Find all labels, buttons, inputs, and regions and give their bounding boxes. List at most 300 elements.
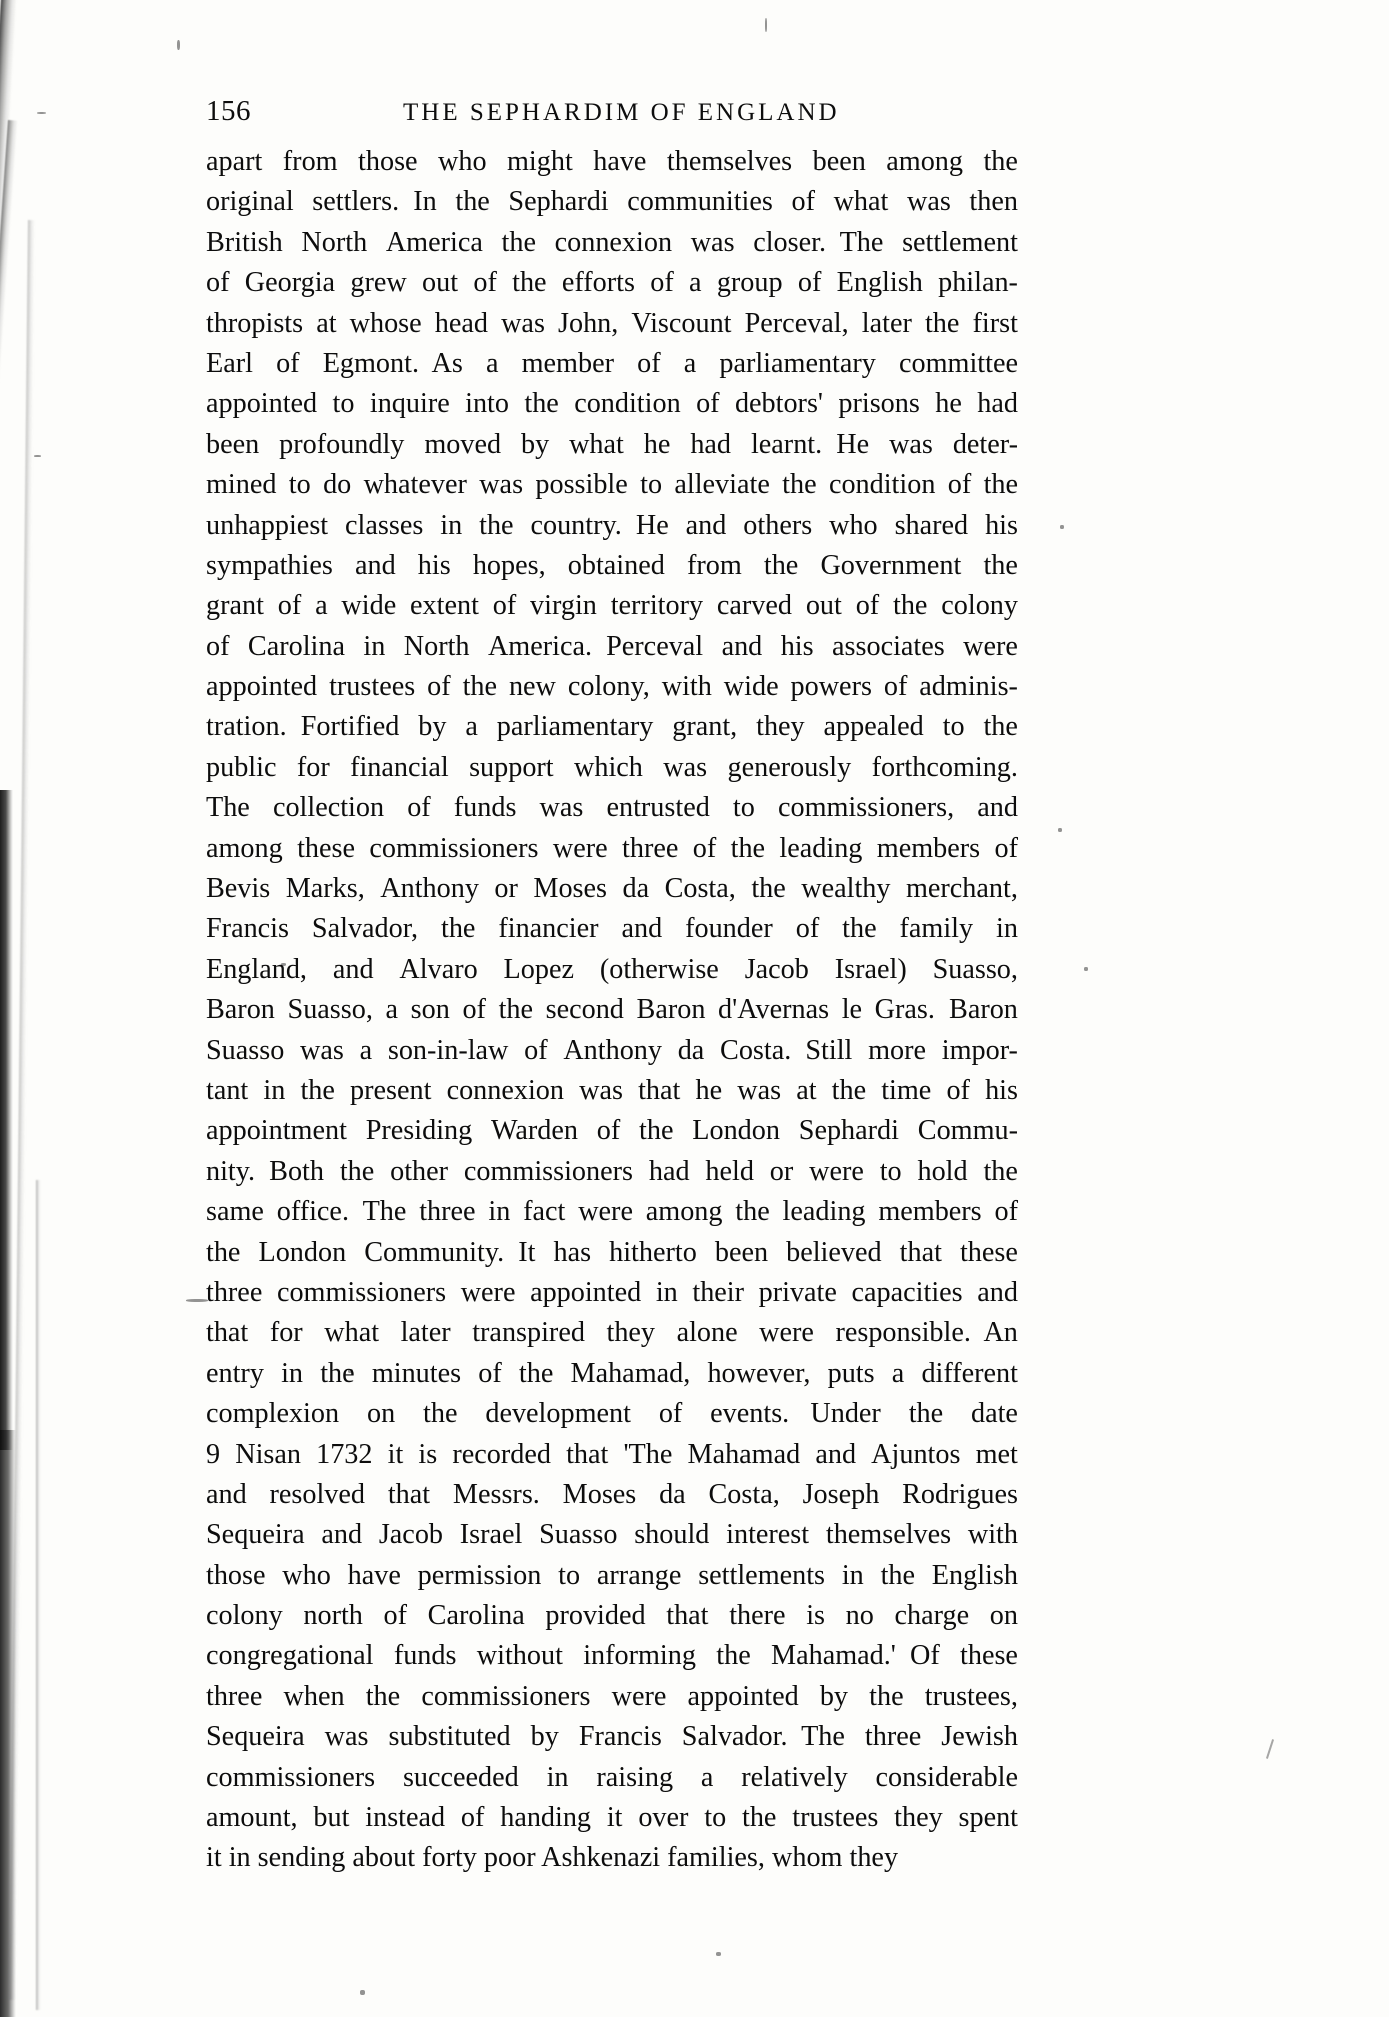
text-line	[206, 142, 1018, 182]
text-run: by	[819, 1680, 849, 1712]
text-run: among	[645, 1196, 723, 1228]
text-line	[206, 465, 1018, 505]
text-line	[206, 748, 1018, 788]
text-run: their	[692, 1276, 745, 1308]
text-run: raising	[596, 1761, 674, 1793]
text-run: Moses	[533, 873, 607, 905]
text-run: what	[569, 428, 624, 460]
text-run: powers	[790, 671, 872, 703]
text-run: Joseph	[802, 1478, 880, 1510]
text-run: themselves	[666, 146, 793, 177]
text-run: a	[315, 590, 328, 622]
scan-speck	[186, 1299, 208, 1302]
text-run: congregational	[206, 1640, 374, 1672]
text-run: north	[303, 1600, 363, 1632]
text-line	[206, 1111, 1018, 1151]
text-run: the	[763, 549, 799, 581]
text-run: da	[677, 1034, 705, 1066]
text-run: England,	[206, 953, 307, 985]
text-run: appointed	[206, 388, 318, 420]
text-run: impor-	[941, 1034, 1018, 1066]
text-run: transpired	[472, 1317, 585, 1349]
scan-speck	[37, 112, 46, 114]
text-run: over	[638, 1802, 689, 1834]
text-line	[206, 1435, 1018, 1475]
text-run: date	[971, 1398, 1018, 1430]
scan-corner-mark	[1266, 1739, 1274, 1759]
text-run: a	[385, 994, 399, 1026]
text-run: was	[690, 226, 735, 258]
text-run: Israel	[459, 1519, 523, 1551]
text-run: however,	[707, 1357, 811, 1389]
text-run: these	[297, 832, 356, 864]
text-run: to	[558, 1559, 581, 1591]
text-run: private	[758, 1276, 837, 1308]
text-run: been	[206, 428, 260, 460]
text-run: English	[931, 1559, 1018, 1591]
text-run: by	[530, 1721, 559, 1753]
text-run: was	[479, 469, 524, 501]
text-run: he	[643, 428, 671, 460]
text-run: support	[469, 751, 554, 783]
text-run: Suasso,	[287, 994, 373, 1026]
text-run: by	[418, 711, 447, 743]
text-run: of	[596, 1115, 621, 1147]
text-run: Anthony	[563, 1034, 662, 1066]
text-run: the	[639, 1115, 674, 1147]
text-run: into	[465, 388, 509, 420]
text-run: commissioners	[369, 832, 539, 864]
text-run: same	[206, 1196, 264, 1228]
text-run: the	[423, 1398, 458, 1430]
body-paragraph	[206, 142, 1018, 1879]
text-run: of	[473, 267, 497, 299]
text-run: and	[206, 1478, 247, 1510]
text-run: his	[417, 549, 451, 581]
text-run: of	[277, 590, 302, 622]
text-run: and	[321, 1519, 363, 1551]
text-run: of	[383, 1600, 408, 1632]
text-line	[206, 1798, 1018, 1838]
text-run: extent	[410, 590, 479, 622]
text-run: the	[782, 469, 817, 501]
text-run: settlement	[902, 226, 1018, 258]
text-run: committee	[899, 347, 1018, 379]
text-run: financial	[350, 751, 449, 783]
scan-speck	[34, 455, 41, 457]
text-run: at	[796, 1074, 817, 1106]
text-run: three	[206, 1276, 263, 1308]
text-run: America	[385, 226, 483, 258]
text-run: Suasso	[539, 1519, 618, 1551]
text-run: Government	[820, 549, 962, 581]
text-run: funds	[393, 1640, 457, 1672]
text-run: The	[206, 792, 250, 824]
text-run: second	[545, 994, 624, 1026]
text-run: alleviate	[674, 469, 770, 501]
text-run: the	[462, 671, 497, 703]
text-run: other	[390, 1155, 449, 1187]
text-run: in	[440, 509, 463, 541]
text-run: time	[881, 1074, 932, 1106]
text-run: son-in-law	[387, 1034, 509, 1066]
text-run: of	[478, 1357, 502, 1389]
text-run: that	[666, 1600, 709, 1632]
text-run: were	[611, 1680, 667, 1712]
text-run: events. Under	[710, 1398, 881, 1430]
text-run: had	[690, 428, 732, 460]
text-run: fact	[523, 1196, 566, 1228]
text-run: appointed	[687, 1680, 799, 1712]
text-line	[206, 990, 1018, 1030]
text-run: a	[891, 1357, 905, 1389]
text-run: Anthony	[380, 873, 479, 905]
scan-gutter-artifacts	[0, 0, 200, 2017]
text-run: commissioners,	[777, 792, 955, 824]
text-run: the	[524, 388, 559, 420]
text-run: out	[805, 590, 842, 622]
text-run: 1732	[316, 1438, 373, 1470]
text-run: but	[313, 1802, 350, 1834]
text-run: they	[894, 1802, 943, 1834]
text-run: a	[689, 267, 702, 299]
text-run: no	[845, 1600, 874, 1632]
text-run: been	[812, 146, 866, 177]
text-run: son	[410, 994, 450, 1026]
text-run: le	[841, 994, 863, 1026]
text-run: financier	[498, 913, 599, 945]
text-line	[206, 223, 1018, 263]
text-line	[206, 869, 1018, 909]
text-run: learnt. He	[750, 428, 870, 460]
text-run: were	[809, 1155, 864, 1187]
text-line	[206, 1636, 1018, 1676]
text-run: Egmont. As	[322, 347, 463, 379]
text-run: leading	[779, 832, 863, 864]
text-run: in	[996, 913, 1018, 945]
text-run: his	[780, 630, 814, 662]
text-run: of	[883, 671, 908, 703]
text-run: or	[494, 873, 518, 905]
text-run: more	[868, 1034, 927, 1066]
text-run: funds	[453, 792, 517, 824]
text-run: Israel)	[834, 953, 907, 985]
text-run: closer. The	[753, 226, 884, 258]
text-run: carved	[716, 590, 792, 622]
text-run: the	[455, 186, 490, 218]
text-run: North	[403, 630, 470, 662]
scan-speck	[765, 18, 767, 32]
text-run: connexion	[446, 1074, 564, 1106]
text-run: mined	[206, 469, 277, 501]
text-run: Lopez	[503, 953, 574, 985]
text-run: arrange	[596, 1559, 682, 1591]
scan-speck	[177, 40, 180, 50]
text-run: new	[508, 671, 556, 703]
text-run: the	[440, 913, 476, 945]
text-run: the	[983, 711, 1018, 743]
text-line	[206, 506, 1018, 546]
text-line	[206, 425, 1018, 465]
text-line	[206, 909, 1018, 949]
text-run: Baron	[636, 994, 706, 1026]
text-run: Jacob	[744, 953, 809, 985]
text-run: to	[704, 1802, 727, 1834]
text-run: from	[282, 146, 338, 177]
text-run: trustees,	[924, 1680, 1018, 1712]
text-run: handing	[500, 1802, 592, 1834]
text-run: Bevis	[206, 873, 271, 905]
text-run: Georgia	[244, 267, 336, 299]
text-run: what	[833, 186, 889, 218]
text-run: and	[977, 792, 1018, 824]
text-line	[206, 1677, 1018, 1717]
text-run: among	[886, 146, 963, 177]
text-run: who	[438, 146, 487, 177]
text-run: adminis-	[919, 671, 1018, 703]
text-run: obtained	[567, 549, 665, 581]
text-run: Sequeira	[206, 1721, 305, 1753]
text-run: had	[977, 388, 1018, 420]
text-run: founder	[685, 913, 773, 945]
text-run: of	[692, 832, 717, 864]
binding-shadow-lower	[0, 1430, 16, 2017]
text-run: Costa,	[708, 1478, 780, 1510]
text-run: were	[963, 630, 1018, 662]
text-line	[206, 1152, 1018, 1192]
text-run: that	[387, 1478, 431, 1510]
text-run: substituted	[388, 1721, 511, 1753]
text-run: was	[663, 751, 708, 783]
text-run: minutes	[371, 1357, 462, 1389]
text-run: Suasso,	[932, 953, 1018, 985]
text-run: of	[994, 1196, 1018, 1228]
text-run: grew	[350, 267, 407, 299]
text-run: with	[661, 671, 712, 703]
text-run: development	[485, 1398, 631, 1430]
text-run: was	[501, 307, 545, 339]
text-run: philan-	[938, 267, 1018, 299]
text-run: commissioners	[463, 1155, 633, 1187]
text-run: which	[574, 751, 643, 783]
text-run: for	[296, 751, 330, 783]
text-run: is	[806, 1600, 825, 1632]
text-run: it	[387, 1438, 404, 1470]
text-run: in	[363, 630, 386, 662]
text-run: in	[263, 1074, 286, 1106]
text-run: been	[714, 1236, 769, 1268]
text-run: Salvador,	[311, 913, 419, 945]
text-run: Community. It	[364, 1236, 536, 1268]
text-run: to	[288, 469, 311, 501]
text-run: trustees	[329, 671, 416, 703]
text-run: of	[206, 630, 230, 662]
text-run: connexion	[554, 226, 673, 258]
text-run: Baron	[206, 994, 275, 1026]
text-run: of	[650, 267, 674, 299]
text-run: there	[729, 1600, 786, 1632]
text-run: John,	[558, 307, 619, 339]
text-run: three	[419, 1196, 476, 1228]
text-run: his	[985, 1074, 1018, 1106]
text-run: later	[400, 1317, 451, 1349]
text-run: was	[906, 186, 951, 218]
text-run: Moses	[562, 1478, 637, 1510]
text-run: commissioners	[206, 1761, 376, 1793]
text-run: of	[946, 1074, 970, 1106]
running-header	[206, 95, 1046, 128]
text-line	[206, 304, 1018, 344]
text-run: has	[553, 1236, 592, 1268]
text-run: considerable	[875, 1761, 1018, 1793]
text-run: the	[365, 1680, 401, 1712]
text-run: public	[206, 751, 277, 783]
text-run: resolved	[269, 1478, 366, 1510]
text-run: forthcoming.	[871, 751, 1018, 783]
scan-speck	[360, 1990, 365, 1995]
text-run: Gras. Baron	[874, 994, 1018, 1026]
text-run: leading	[782, 1196, 866, 1228]
text-run: Alvaro	[399, 953, 478, 985]
text-run: communities	[627, 186, 773, 218]
text-run: colony	[941, 590, 1018, 622]
text-run: the	[498, 994, 533, 1026]
text-run: English	[836, 267, 923, 299]
text-run: were	[552, 832, 608, 864]
text-run: to	[640, 469, 663, 501]
text-run: of	[947, 469, 972, 501]
text-run: on	[366, 1398, 396, 1430]
text-run: and	[721, 630, 763, 662]
text-run: do	[323, 469, 352, 501]
text-run: the	[924, 307, 960, 339]
text-run: in	[841, 1559, 864, 1591]
text-run: parliamentary	[719, 347, 876, 379]
text-run: Costa,	[664, 873, 736, 905]
text-run: that	[566, 1438, 609, 1470]
text-run: country. He	[530, 509, 669, 541]
text-run: believed	[786, 1236, 882, 1268]
binding-shadow-upper	[0, 0, 18, 740]
text-run: generously	[727, 751, 852, 783]
text-run: he	[935, 388, 962, 420]
text-run: entry	[206, 1357, 264, 1389]
text-run: was	[889, 428, 933, 460]
text-run: relatively	[741, 1761, 848, 1793]
text-run: later	[861, 307, 912, 339]
text-run: unhappiest	[206, 509, 329, 541]
text-line	[206, 829, 1018, 869]
text-run: to	[942, 711, 965, 743]
text-run: that	[638, 1074, 681, 1106]
text-line	[206, 1475, 1018, 1515]
text-run: profoundly	[279, 428, 405, 460]
text-run: themselves	[825, 1519, 952, 1551]
text-run: the	[983, 146, 1018, 177]
text-run: and	[977, 1276, 1018, 1308]
text-run: then	[969, 186, 1018, 218]
text-run: Carolina	[427, 1600, 525, 1632]
text-run: the	[983, 549, 1018, 581]
text-run: merchant,	[905, 873, 1018, 905]
page-number: 156	[206, 95, 251, 127]
text-run: first	[972, 307, 1018, 339]
text-run: that	[206, 1317, 249, 1349]
text-run: the	[730, 832, 766, 864]
text-run: moved	[424, 428, 502, 460]
text-run: wide	[341, 590, 397, 622]
text-run: London	[692, 1115, 780, 1147]
text-run: Francis	[578, 1721, 662, 1753]
text-line	[206, 1192, 1018, 1232]
text-run: d'Avernas	[718, 994, 830, 1026]
text-run: apart	[206, 146, 263, 177]
text-run: was	[579, 1074, 623, 1106]
scan-streak-primary	[9, 220, 35, 2000]
text-run: the	[339, 1155, 375, 1187]
text-run: were	[460, 1276, 516, 1308]
text-run: these	[959, 1236, 1018, 1268]
text-run: classes	[345, 509, 424, 541]
text-run: the	[842, 913, 877, 945]
text-run: North	[301, 226, 368, 258]
text-run: virgin	[530, 590, 597, 622]
text-run: of	[407, 792, 431, 824]
text-run: efforts	[561, 267, 635, 299]
text-run: of	[462, 994, 486, 1026]
text-run: a	[465, 711, 478, 743]
text-run: member	[521, 347, 614, 379]
text-run: of	[460, 1802, 485, 1834]
text-run: appealed	[823, 711, 924, 743]
text-run: the	[869, 1680, 904, 1712]
text-line	[206, 1838, 1018, 1878]
text-run: London	[258, 1236, 347, 1268]
text-run: Sephardi	[798, 1115, 899, 1147]
text-run: to	[332, 388, 355, 420]
text-run: the	[831, 1074, 867, 1106]
text-run: in	[281, 1357, 304, 1389]
text-run: the	[893, 590, 928, 622]
text-run: instead	[365, 1802, 446, 1834]
text-line	[206, 1556, 1018, 1596]
text-run: the	[501, 226, 536, 258]
scan-speck	[1084, 967, 1088, 971]
text-run: had	[648, 1155, 690, 1187]
text-run: from	[686, 549, 742, 581]
text-run: hold	[917, 1155, 968, 1187]
text-run: three	[864, 1721, 922, 1753]
text-run: Perceval,	[744, 307, 849, 339]
text-run: and	[621, 913, 663, 945]
text-run: at	[316, 307, 337, 339]
text-run: Carolina	[247, 630, 345, 662]
text-line	[206, 1394, 1018, 1434]
text-run: settlements	[698, 1559, 826, 1591]
text-run: condition	[574, 388, 681, 420]
text-run: collection	[272, 792, 385, 824]
text-run: entrusted	[606, 792, 710, 824]
text-run: the	[741, 1802, 777, 1834]
text-run: he	[695, 1074, 723, 1106]
text-run: of	[276, 347, 300, 379]
text-run: da	[622, 873, 650, 905]
text-run: the	[751, 873, 786, 905]
text-run: with	[967, 1519, 1018, 1551]
text-run: Messrs.	[452, 1478, 540, 1510]
text-run: the	[908, 1398, 944, 1430]
text-run: the	[479, 509, 514, 541]
